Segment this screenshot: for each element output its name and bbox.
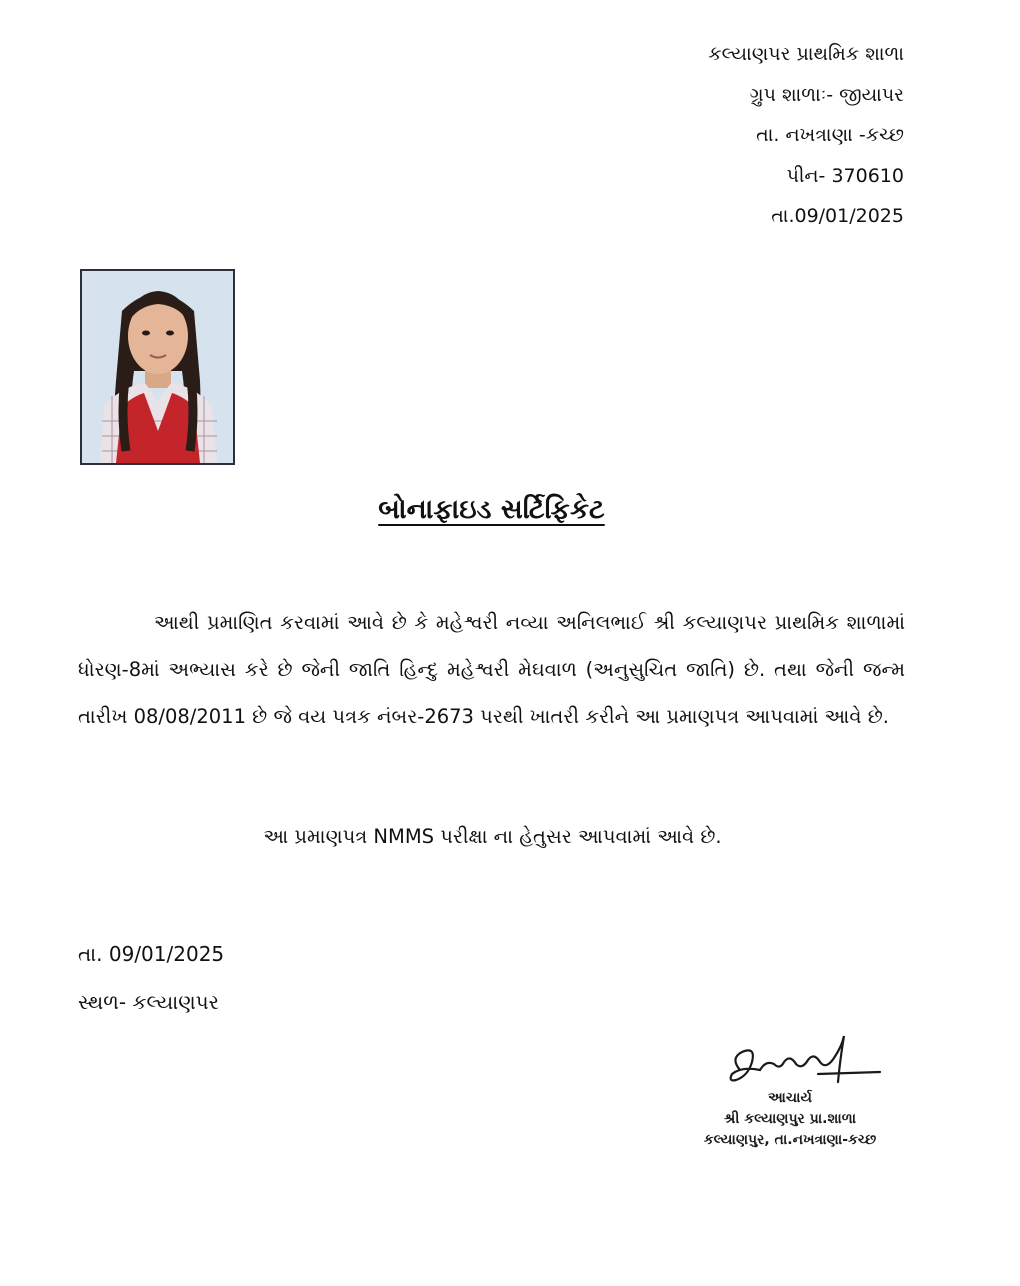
school-name: કલ્યાણપર પ્રાથમિક શાળા [708,43,904,65]
pin-code: પીન- 370610 [786,164,904,187]
certificate-body: આથી પ્રમાણિત કરવામાં આવે છે કે મહેશ્વરી નવ્યા અનિલભાઈ શ્રી કલ્યાણપર પ્રાથમિક શાળામાં ધોરણ-8માં અભ્યાસ કરે છે જેની જાતિ હિન્દુ મહેશ્વરી મેઘવાળ (અનુસુચિત જાતિ) છે. તથા જેની જન્મ તારીખ 08/08/2011 છે જે વય પત્રક નંબર-2673 પરથી ખાતરી કરીને આ પ્રમાણપત્ર આપવામાં આવે છે. [78,611,905,728]
taluka: તા. નખત્રાણા -કચ્છ [756,124,904,146]
stamp-school: શ્રી કલ્યાણપુર પ્રા.શાળા [723,1111,857,1127]
principal-stamp [670,1088,910,1151]
school-address-block [708,34,904,237]
stamp-role: આચાર્ય [768,1090,812,1106]
footer-date: તા. 09/01/2025 [78,942,225,966]
certificate-purpose: આ પ્રમાણપત્ર NMMS પરીક્ષા ના હેતુસર આપવામાં આવે છે. [263,825,722,848]
stamp-address: કલ્યાણપુર, તા.નખત્રાણા-કચ્છ [703,1132,877,1148]
student-portrait-image [82,271,233,463]
footer-place: સ્થળ- કલ્યાણપર [78,990,219,1014]
group-school: ગ્રુપ શાળાઃ- જીયાપર [749,83,904,106]
student-photo [80,269,235,465]
header-date: તા.09/01/2025 [771,205,904,227]
certificate-title: બોનાફાઇડ સર્ટિફિકેટ [378,494,605,525]
